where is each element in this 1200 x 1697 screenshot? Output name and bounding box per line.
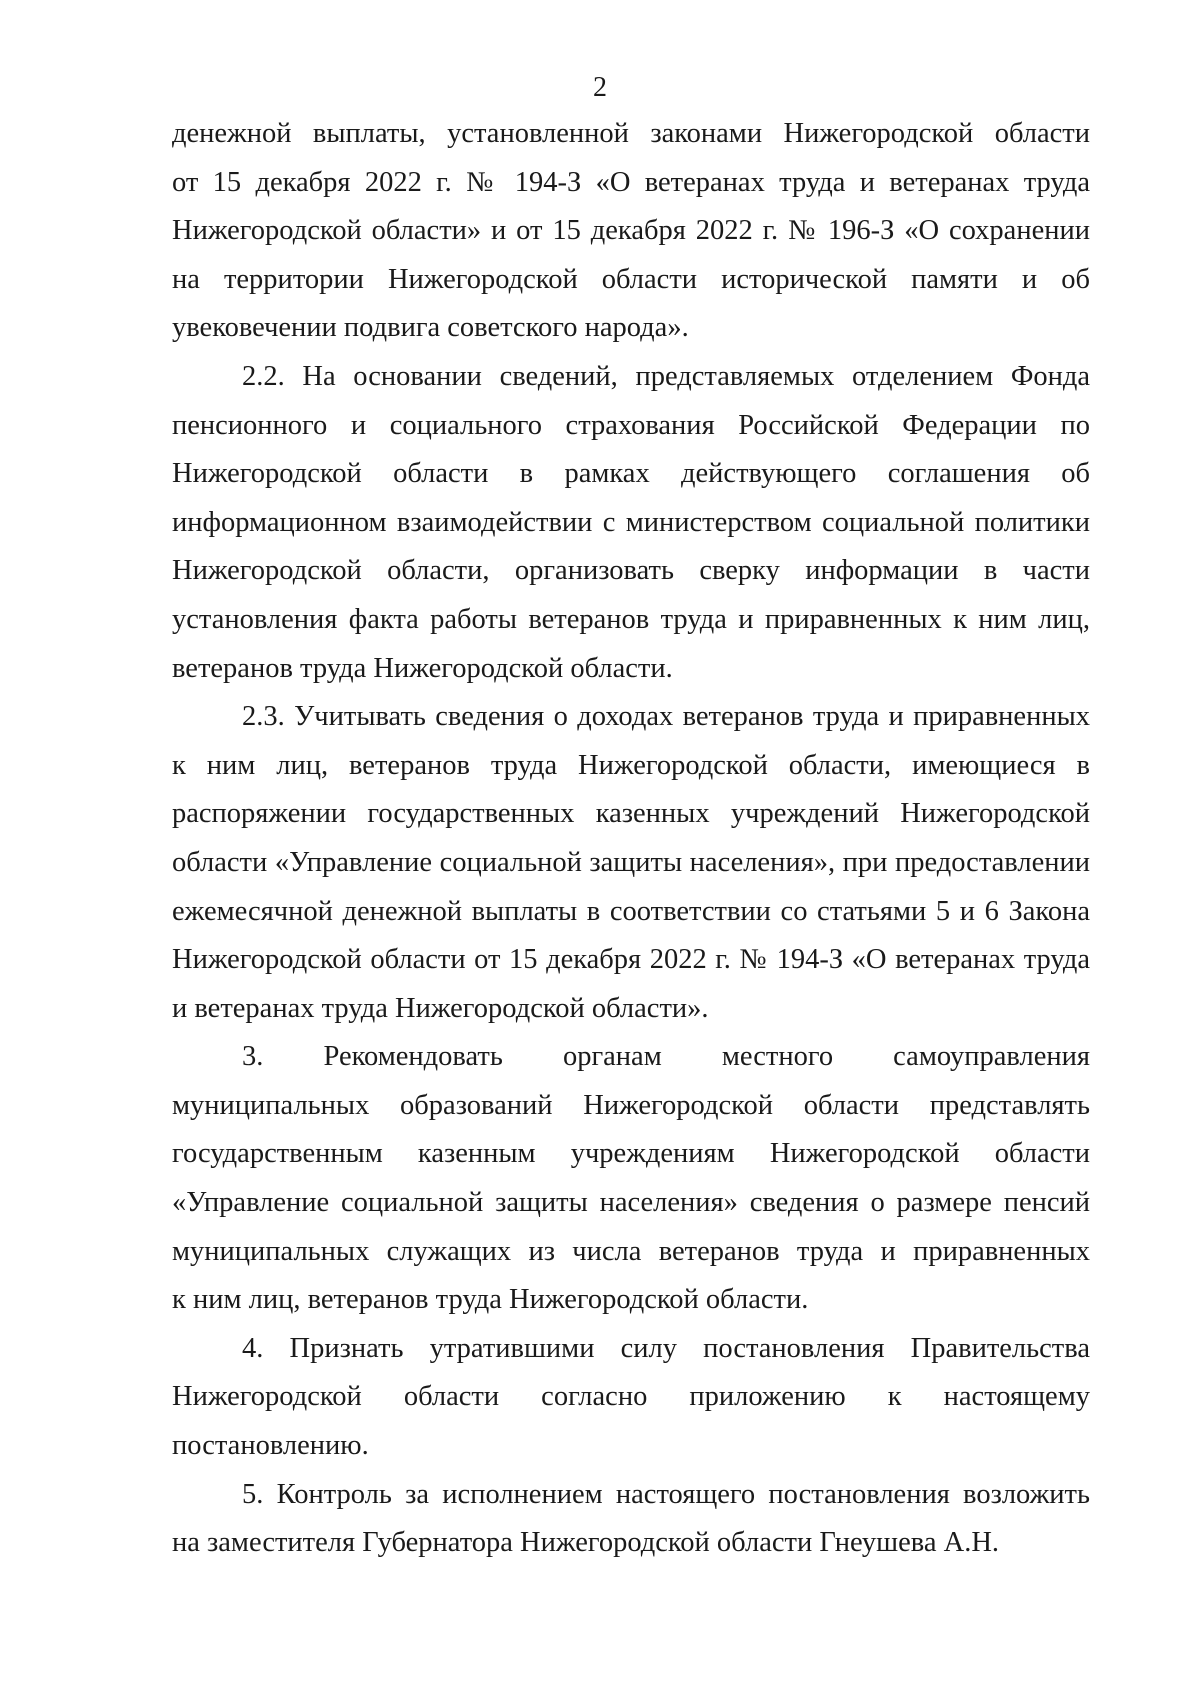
text-line: «Управление социальной защиты населения» сведения о размере пенсий [172,1187,1090,1219]
text-line: установления факта работы ветеранов труда и приравненных к ним лиц, [172,603,1090,635]
text-line: к ним лиц, ветеранов труда Нижегородской области, имеющиеся в [172,749,1090,781]
text-line: информационном взаимодействии с министерством социальной политики [172,506,1090,538]
paragraph-4 [172,1325,1090,1471]
text-line: денежной выплаты, установленной законами Нижегородской области [172,118,1090,149]
text-line: ежемесячной денежной выплаты в соответствии со статьями 5 и 6 Закона [172,895,1090,927]
text-line: Нижегородской области согласно приложению к настоящему [172,1381,1090,1413]
text-line: муниципальных образований Нижегородской области представлять [172,1089,1090,1121]
text-line: к ним лиц, ветеранов труда Нижегородской области. [172,1284,809,1316]
text-line: Нижегородской области от 15 декабря 2022 г. № 194-З «О ветеранах труда [172,944,1090,976]
text-line: на территории Нижегородской области исторической памяти и об [172,263,1090,295]
text-line: Нижегородской области, организовать сверку информации в части [172,555,1090,587]
text-line: и ветеранах труда Нижегородской области». [172,992,709,1024]
text-line: Нижегородской области в рамках действующего соглашения об [172,458,1090,490]
text-line: ветеранов труда Нижегородской области. [172,652,673,684]
page-number: 2 [593,72,607,103]
text-line: 4. Признать утратившими силу постановления Правительства [242,1332,1090,1364]
text-line: муниципальных служащих из числа ветеранов труда и приравненных [172,1235,1090,1267]
text-line: области «Управление социальной защиты населения», при предоставлении [172,846,1090,878]
paragraph-2-2 [172,353,1090,693]
text-line: распоряжении государственных казенных учреждений Нижегородской [172,798,1090,830]
text-line: Нижегородской области» и от 15 декабря 2022 г. № 196-З «О сохранении [172,215,1090,247]
paragraph-5 [172,1471,1090,1568]
text-line: на заместителя Губернатора Нижегородской области Гнеушева А.Н. [172,1527,1000,1559]
text-line: 2.2. На основании сведений, представляемых отделением Фонда [242,360,1090,392]
text-line: пенсионного и социального страхования Российской Федерации по [172,409,1090,441]
text-line: 5. Контроль за исполнением настоящего постановления возложить [242,1478,1090,1510]
text-line: увековечении подвига советского народа». [172,312,689,344]
text-line: 3. Рекомендовать органам местного самоуправления [242,1041,1090,1073]
text-line: государственным казенным учреждениям Нижегородской области [172,1138,1090,1170]
paragraph-continuation [172,110,1090,353]
paragraph-2-3 [172,693,1090,1033]
text-line: 2.3. Учитывать сведения о доходах ветеранов труда и приравненных [242,701,1090,733]
text-line: постановлению. [172,1430,369,1462]
paragraph-3 [172,1033,1090,1325]
document-body [172,110,1090,1568]
text-line: от 15 декабря 2022 г. № 194-З «О ветеранах труда и ветеранах труда [172,166,1090,198]
